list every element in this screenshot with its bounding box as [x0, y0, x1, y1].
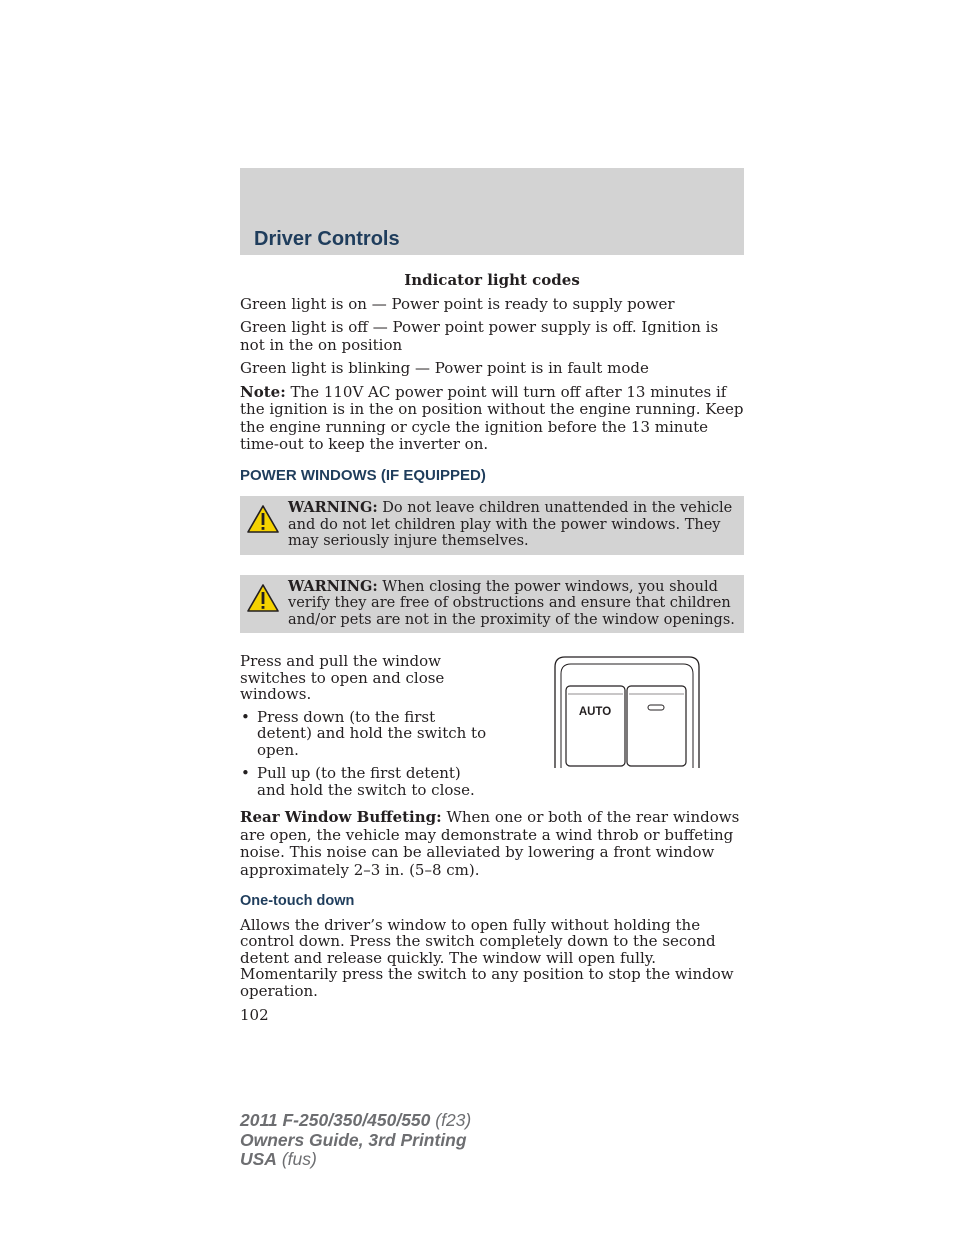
switch-intro: Press and pull the window switches to open and close windows. — [240, 652, 445, 703]
indicator-line-blinking: Green light is blinking — Power point is in fault mode — [240, 359, 649, 377]
indicator-line-off: Green light is off — Power point power supply is off. Ignition is not in the on position — [240, 318, 719, 354]
page-number: 102 — [240, 1006, 269, 1024]
section-title: Driver Controls — [254, 228, 400, 250]
one-touch-text: Allows the driver’s window to open fully without holding the control down. Press the switch completely down to the second detent and release quickly. The window will open fully. Momentarily press the switch to any position to stop the window operation. — [240, 915, 734, 1000]
footer-line-1 — [240, 1111, 471, 1131]
footer-market: USA — [240, 1149, 277, 1169]
bullet-glyph: • — [241, 764, 250, 782]
note-text: The 110V AC power point will turn off after 13 minutes if the ignition is in the on position without the engine running. Keep the engine running or cycle the ignition before the 13 minute time-out to keep the inverter on. — [240, 382, 744, 453]
power-windows-heading: POWER WINDOWS (IF EQUIPPED) — [240, 466, 486, 484]
note-label: Note: — [240, 382, 286, 401]
warning-triangle-icon — [246, 583, 280, 613]
one-touch-heading: One-touch down — [240, 893, 355, 909]
bullet-text: Pull up (to the first detent) and hold the switch to close. — [257, 764, 475, 799]
warning-label: WARNING: — [288, 577, 378, 595]
footer-model-code: (f23) — [430, 1110, 472, 1130]
indicator-note — [240, 384, 744, 454]
warning-text: Do not leave children unattended in the vehicle and do not let children play with the power windows. They may seriously injure themselves. — [288, 500, 733, 549]
page-content — [240, 272, 744, 1025]
switch-bullet-list — [240, 709, 490, 799]
footer-line-2: Owners Guide, 3rd Printing — [240, 1129, 467, 1150]
bullet-glyph: • — [241, 707, 250, 726]
switch-auto-label: AUTO — [578, 706, 612, 718]
list-item — [240, 709, 490, 759]
indicator-heading: Indicator light codes — [404, 271, 580, 289]
warning-triangle-icon — [246, 504, 280, 534]
switch-instructions — [240, 653, 490, 805]
footer-line-3 — [240, 1150, 471, 1170]
bullet-text: Press down (to the first detent) and hold the switch to open. — [257, 707, 487, 759]
buffeting-text: When one or both of the rear windows are open, the vehicle may demonstrate a wind throb or buffeting noise. This noise can be alleviated by lowering a front window approximately 2–3 in. (5–8 cm). — [240, 808, 740, 879]
switch-section — [240, 653, 744, 805]
buffeting-paragraph — [240, 809, 744, 879]
warning-label: WARNING: — [288, 499, 378, 516]
indicator-line-on: Green light is on — Power point is ready to supply power — [240, 294, 675, 313]
buffeting-label: Rear Window Buffeting: — [240, 808, 442, 826]
warning-text: When closing the power windows, you should verify they are free of obstructions and ensure that children and/or pets are not in the proximity of the window openings. — [288, 578, 735, 628]
footer-market-code: (fus) — [276, 1149, 317, 1169]
list-item — [240, 765, 490, 798]
window-switch-illustration — [552, 654, 702, 769]
warning-box-1 — [240, 496, 744, 555]
footer-model: 2011 F-250/350/450/550 — [240, 1110, 431, 1130]
warning-box-2 — [240, 575, 744, 634]
footer — [240, 1111, 471, 1170]
